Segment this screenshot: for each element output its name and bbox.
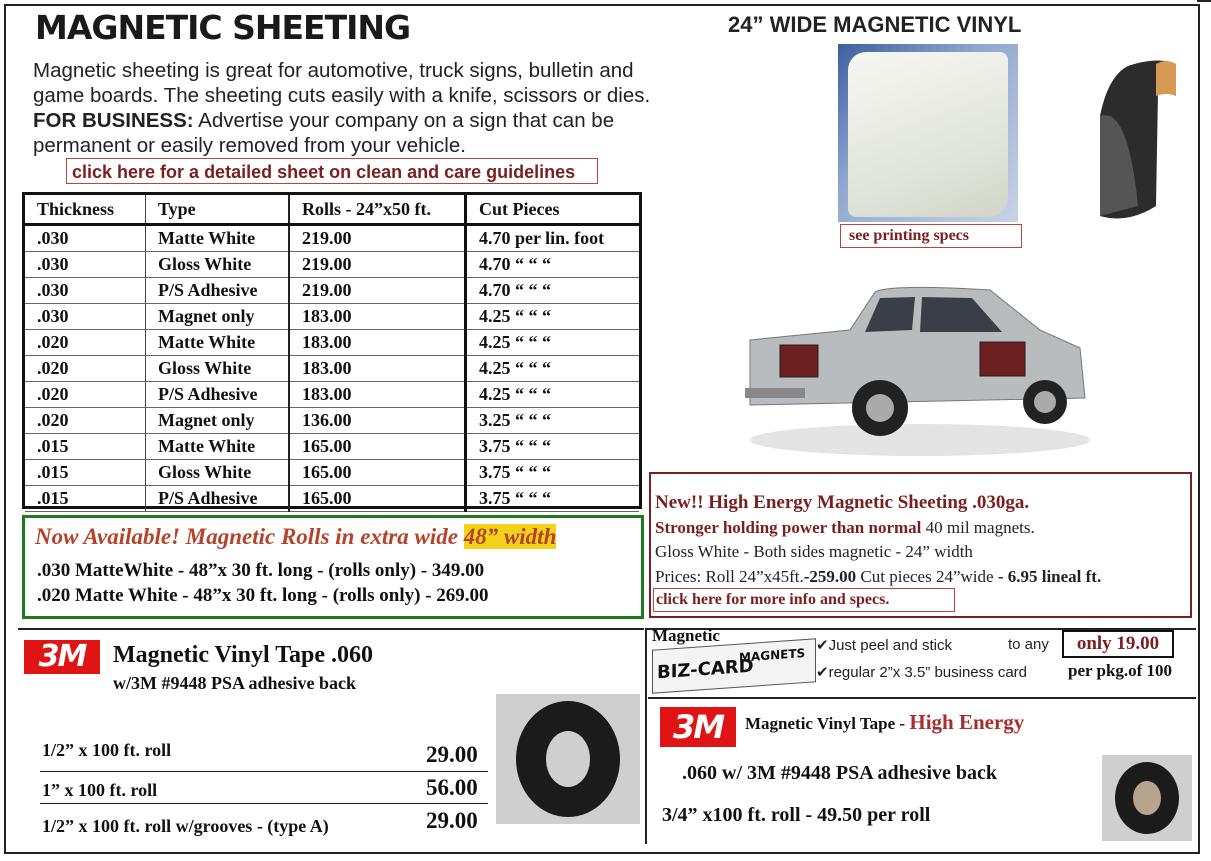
table-row (25, 304, 639, 330)
prices-label: Prices: (655, 567, 706, 586)
header-rolls: Rolls - 24”x50 ft. (289, 195, 466, 225)
cut-label: Cut pieces 24”wide (856, 567, 998, 586)
cell-thickness: .015 (25, 460, 146, 486)
cell-type: P/S Adhesive (146, 382, 290, 408)
table-row (25, 408, 639, 434)
tape-item-1-label: 1/2” x 100 ft. roll (42, 740, 172, 760)
cell-cut-price: 4.25 “ “ “ (466, 382, 640, 408)
cell-thickness: .030 (25, 252, 146, 278)
truck-image (740, 270, 1090, 460)
table-header-row (25, 195, 639, 225)
cell-roll-price: 219.00 (289, 252, 466, 278)
cell-cut-price: 4.25 “ “ “ (466, 356, 640, 382)
vinyl-sheet-roll-image (848, 52, 1008, 217)
biz-price-badge: only 19.00 (1062, 630, 1174, 658)
tape-item-2-label: 1” x 100 ft. roll (42, 780, 158, 800)
cell-roll-price: 183.00 (289, 330, 466, 356)
cell-type: Gloss White (146, 252, 290, 278)
biz-card-logo-text: BIZ-CARD (657, 655, 754, 684)
cell-roll-price: 183.00 (289, 304, 466, 330)
table-row (25, 330, 639, 356)
high-energy-stronger (655, 518, 1035, 538)
wide-roll-line-1: .030 MatteWhite - 48”x 30 ft. long - (rolls only) - 349.00 (37, 560, 485, 581)
high-energy-box (649, 472, 1192, 618)
divider-vertical (645, 628, 647, 844)
top-rule (1197, 0, 1211, 2)
cell-thickness: .020 (25, 408, 146, 434)
table-row (25, 382, 639, 408)
cut-price: - 6.95 lineal ft. (997, 567, 1102, 586)
tape-title: Magnetic Vinyl Tape .060 (113, 642, 374, 668)
wide-rolls-heading-text: Now Available! Magnetic Rolls in extra wide (35, 524, 464, 549)
he-tape-title (745, 710, 1024, 735)
table-row (25, 278, 639, 304)
cell-cut-price: 4.25 “ “ “ (466, 330, 640, 356)
wide-rolls-highlight: 48” width (463, 524, 557, 549)
cell-roll-price: 136.00 (289, 408, 466, 434)
cell-type: Magnet only (146, 408, 290, 434)
cell-cut-price: 3.75 “ “ “ (466, 460, 640, 486)
cell-thickness: .015 (25, 434, 146, 460)
page-title: MAGNETIC SHEETING (35, 8, 411, 47)
vinyl-title: 24” WIDE MAGNETIC VINYL (728, 12, 1022, 37)
3m-logo-high-energy: 3M (660, 707, 736, 747)
mil-text: 40 mil magnets. (921, 518, 1035, 537)
cell-type: Gloss White (146, 356, 290, 382)
tape-item-3-label: 1/2” x 100 ft. roll w/grooves - (type A) (42, 816, 329, 836)
he-tape-title-text: Magnetic Vinyl Tape - (745, 714, 910, 733)
divider-biz (648, 697, 1196, 699)
intro-line-4: permanent or easily removed from your vehicle. (33, 134, 466, 157)
cell-type: P/S Adhesive (146, 486, 290, 512)
divider-left (18, 628, 644, 630)
business-text: Advertise your company on a sign that can be (193, 109, 615, 132)
cell-cut-price: 3.75 “ “ “ (466, 486, 640, 512)
intro-text (33, 58, 683, 158)
biz-to-any-text: to any (1008, 636, 1049, 653)
stronger-text: Stronger holding power than normal (655, 518, 922, 537)
table-row (25, 356, 639, 382)
intro-line-1: Magnetic sheeting is great for automotive, truck signs, bulletin and (33, 59, 634, 82)
he-tape-roll-image (1102, 755, 1192, 841)
cell-thickness: .020 (25, 330, 146, 356)
roll-price: -259.00 (803, 567, 857, 586)
cell-type: Magnet only (146, 304, 290, 330)
header-cut-pieces: Cut Pieces (466, 195, 640, 225)
more-info-link[interactable]: click here for more info and specs. (653, 588, 955, 612)
wide-rolls-heading (35, 524, 556, 550)
he-tape-line-1: .060 w/ 3M #9448 PSA adhesive back (682, 762, 998, 784)
tape-item-3-price: 29.00 (426, 808, 478, 833)
intro-line-2: game boards. The sheeting cuts easily with a knife, scissors or dies. (33, 84, 651, 107)
high-energy-prices (655, 567, 1101, 587)
biz-peel-text: ✔Just peel and stick (816, 637, 952, 654)
biz-pkg-text: per pkg.of 100 (1068, 661, 1173, 680)
cell-thickness: .030 (25, 278, 146, 304)
he-tape-highlight: High Energy (909, 710, 1025, 734)
cell-type: P/S Adhesive (146, 278, 290, 304)
cell-roll-price: 219.00 (289, 225, 466, 252)
roll-label: Roll 24”x45ft. (705, 567, 804, 586)
printing-specs-link[interactable]: see printing specs (840, 224, 1022, 248)
table-row (25, 225, 639, 252)
care-guidelines-link[interactable]: click here for a detailed sheet on clean and care guidelines (66, 158, 598, 184)
table-row (25, 486, 639, 512)
cell-roll-price: 183.00 (289, 382, 466, 408)
cell-cut-price: 3.75 “ “ “ (466, 434, 640, 460)
cell-cut-price: 4.70 “ “ “ (466, 252, 640, 278)
price-table (22, 192, 642, 509)
tape-roll-image (496, 694, 640, 824)
high-energy-features: Gloss White - Both sides magnetic - 24” width (655, 542, 973, 561)
cell-cut-price: 4.70 per lin. foot (466, 225, 640, 252)
he-tape-line-2: 3/4” x100 ft. roll - 49.50 per roll (662, 804, 931, 826)
cell-cut-price: 4.25 “ “ “ (466, 304, 640, 330)
cell-thickness: .020 (25, 382, 146, 408)
cell-cut-price: 4.70 “ “ “ (466, 278, 640, 304)
cell-roll-price: 165.00 (289, 486, 466, 512)
intro-line-3 (33, 108, 683, 133)
tape-subtitle: w/3M #9448 PSA adhesive back (113, 673, 357, 693)
biz-card-logo-sub: MAGNETS (739, 646, 806, 665)
cell-roll-price: 165.00 (289, 434, 466, 460)
cell-type: Matte White (146, 434, 290, 460)
tape-row-divider-2 (40, 803, 488, 804)
biz-card-label: Magnetic (652, 626, 720, 645)
cell-thickness: .030 (25, 225, 146, 252)
wide-roll-line-2: .020 Matte White - 48”x 30 ft. long - (rolls only) - 269.00 (37, 585, 489, 606)
cell-type: Matte White (146, 330, 290, 356)
wide-rolls-box (22, 515, 644, 619)
cell-roll-price: 183.00 (289, 356, 466, 382)
cell-thickness: .030 (25, 304, 146, 330)
cell-roll-price: 219.00 (289, 278, 466, 304)
cell-thickness: .020 (25, 356, 146, 382)
cell-type: Matte White (146, 225, 290, 252)
header-type: Type (146, 195, 290, 225)
cell-thickness: .015 (25, 486, 146, 512)
table-row (25, 434, 639, 460)
black-roll-image (1098, 56, 1176, 224)
tape-item-2-price: 56.00 (426, 775, 478, 800)
biz-regular-text: ✔regular 2”x 3.5” business card (816, 664, 1027, 681)
tape-row-divider-1 (40, 771, 488, 772)
cell-roll-price: 165.00 (289, 460, 466, 486)
table-row (25, 460, 639, 486)
tape-item-1-price: 29.00 (426, 742, 478, 767)
business-label: FOR BUSINESS: (33, 109, 194, 132)
cell-type: Gloss White (146, 460, 290, 486)
3m-logo: 3M (24, 640, 100, 674)
table-row (25, 252, 639, 278)
cell-cut-price: 3.25 “ “ “ (466, 408, 640, 434)
high-energy-title: New!! High Energy Magnetic Sheeting .030ga. (655, 492, 1030, 513)
header-thickness: Thickness (25, 195, 146, 225)
